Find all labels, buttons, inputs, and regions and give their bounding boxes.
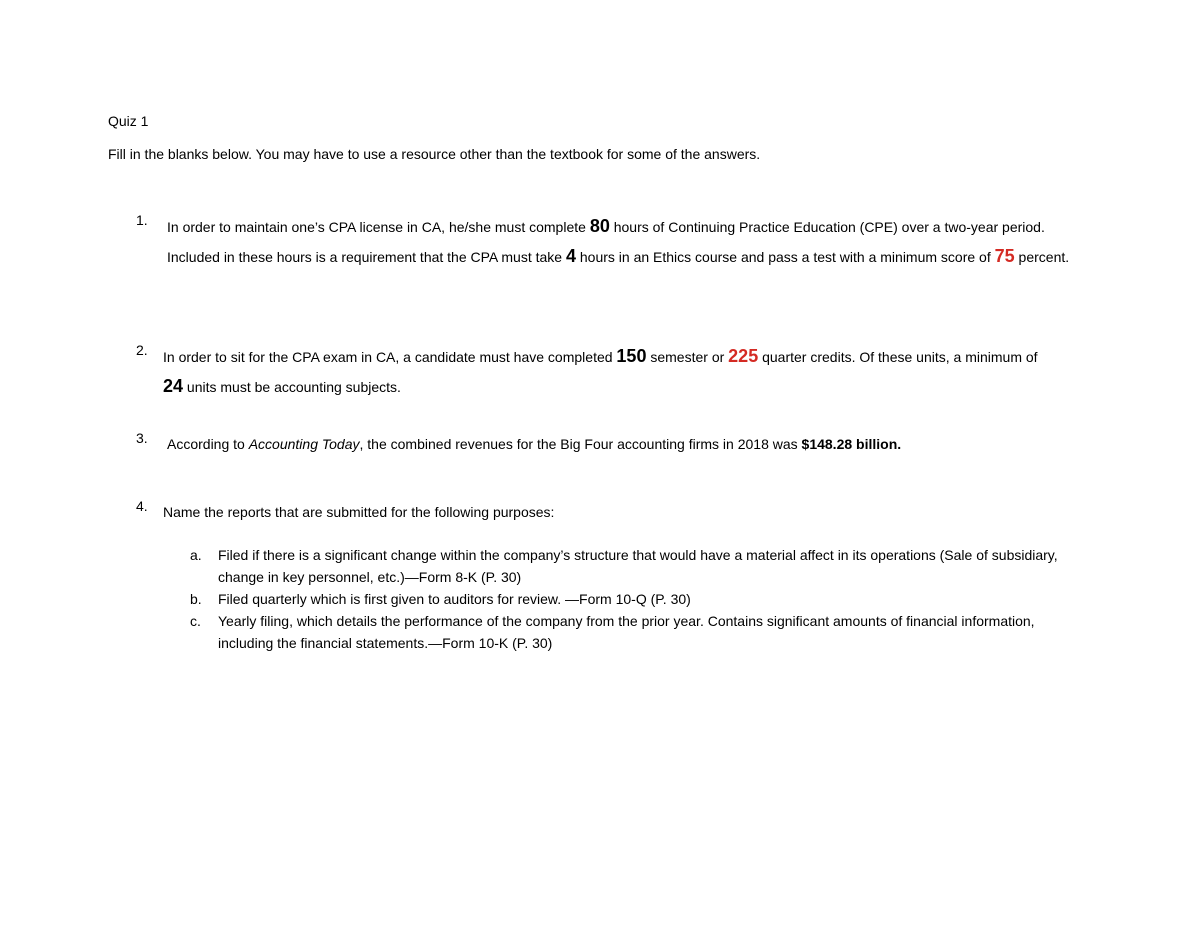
answer-blank: 150	[616, 346, 647, 366]
answer-blank: 24	[163, 376, 184, 396]
text-segment: semester or	[646, 349, 729, 365]
sub-item-c	[190, 610, 1090, 654]
text-segment: percent.	[1014, 249, 1070, 265]
answer-blank: 225	[728, 346, 759, 366]
text-segment: quarter credits. Of these units, a minimum of	[758, 349, 1038, 365]
quiz-title: Quiz 1	[108, 113, 149, 129]
source-title: Accounting Today	[248, 436, 360, 452]
sub-item-a	[190, 544, 1090, 588]
question-text	[167, 430, 1107, 459]
question-number: 1.	[136, 212, 148, 228]
text-segment: , the combined revenues for the Big Four accounting firms in 2018 was	[359, 436, 802, 452]
text-segment: hours of Continuing Practice Education (CPE) over a two-year period. Included in these hours is a requirement that the CPA must take	[167, 219, 1045, 265]
instructions: Fill in the blanks below. You may have to use a resource other than the textbook for some of the answers.	[108, 146, 761, 162]
answer-blank: 80	[589, 216, 610, 236]
text-segment: In order to maintain one’s CPA license in CA, he/she must complete	[167, 219, 590, 235]
question-text: Name the reports that are submitted for the following purposes:	[163, 504, 555, 520]
sub-item-text: Filed quarterly which is first given to auditors for review. —Form 10-Q (P. 30)	[218, 591, 691, 607]
sub-item-letter: a.	[190, 547, 202, 563]
question-number: 3.	[136, 430, 148, 446]
text-segment: units must be accounting subjects.	[183, 379, 401, 395]
sub-item-text: Yearly filing, which details the performance of the company from the prior year. Contains significant amounts of financial information, including the financial statements.—Form 10-K (P. 30)	[218, 613, 1035, 651]
sub-item-letter: b.	[190, 591, 202, 607]
sub-item-b	[190, 588, 1090, 610]
question-text	[167, 212, 1097, 272]
text-segment: hours in an Ethics course and pass a test with a minimum score of	[575, 249, 995, 265]
question-number: 2.	[136, 342, 148, 358]
sub-item-text: Filed if there is a significant change within the company’s structure that would have a material affect in its operations (Sale of subsidiary, change in key personnel, etc.)—Form 8-K (P. 30)	[218, 547, 1058, 585]
answer-blank: 75	[994, 246, 1015, 266]
text-segment: In order to sit for the CPA exam in CA, a candidate must have completed	[163, 349, 617, 365]
text-segment: According to	[167, 436, 249, 452]
sub-item-letter: c.	[190, 613, 201, 629]
answer-blank: 4	[565, 246, 576, 266]
answer-blank: $148.28 billion.	[801, 436, 902, 452]
question-number: 4.	[136, 498, 148, 514]
question-text	[163, 342, 1043, 402]
